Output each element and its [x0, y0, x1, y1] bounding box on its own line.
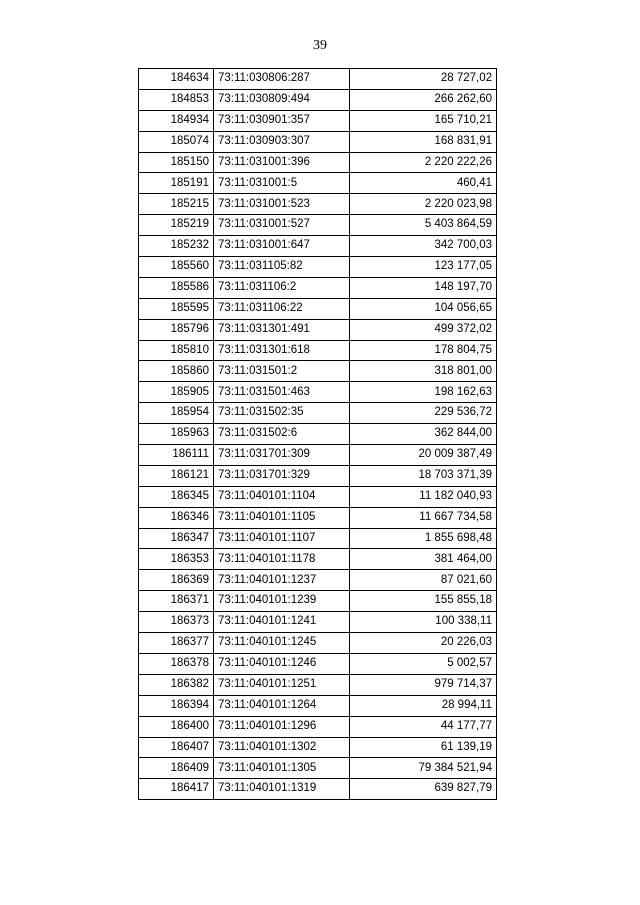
value-cell: 318 801,00 — [350, 361, 497, 382]
value-cell: 18 703 371,39 — [350, 465, 497, 486]
cadastral-number-cell: 73:11:030806:287 — [214, 69, 350, 90]
row-id-cell: 186378 — [139, 653, 214, 674]
row-id-cell: 186353 — [139, 549, 214, 570]
row-id-cell: 186111 — [139, 445, 214, 466]
cadastral-number-cell: 73:11:040101:1239 — [214, 591, 350, 612]
table-row — [139, 549, 497, 570]
row-id-cell: 184634 — [139, 69, 214, 90]
table-row — [139, 570, 497, 591]
value-cell: 1 855 698,48 — [350, 528, 497, 549]
value-cell: 123 177,05 — [350, 257, 497, 278]
row-id-cell: 185232 — [139, 236, 214, 257]
cadastral-number-cell: 73:11:031001:5 — [214, 173, 350, 194]
table-row — [139, 779, 497, 800]
cadastral-number-cell: 73:11:040101:1251 — [214, 674, 350, 695]
cadastral-number-cell: 73:11:040101:1107 — [214, 528, 350, 549]
row-id-cell: 185219 — [139, 215, 214, 236]
cadastral-number-cell: 73:11:040101:1264 — [214, 695, 350, 716]
table-row — [139, 528, 497, 549]
cadastral-number-cell: 73:11:031106:22 — [214, 298, 350, 319]
table-row — [139, 674, 497, 695]
value-cell: 11 667 734,58 — [350, 507, 497, 528]
value-cell: 100 338,11 — [350, 612, 497, 633]
cadastral-number-cell: 73:11:031701:329 — [214, 465, 350, 486]
table-row — [139, 298, 497, 319]
table-row — [139, 465, 497, 486]
table-row — [139, 695, 497, 716]
value-cell: 178 804,75 — [350, 340, 497, 361]
value-cell: 362 844,00 — [350, 424, 497, 445]
cadastral-number-cell: 73:11:040101:1178 — [214, 549, 350, 570]
row-id-cell: 186417 — [139, 779, 214, 800]
value-cell: 28 727,02 — [350, 69, 497, 90]
cadastral-number-cell: 73:11:031001:527 — [214, 215, 350, 236]
value-cell: 5 403 864,59 — [350, 215, 497, 236]
cadastral-number-cell: 73:11:031105:82 — [214, 257, 350, 278]
table-row — [139, 382, 497, 403]
cadastral-number-cell: 73:11:031001:647 — [214, 236, 350, 257]
value-cell: 198 162,63 — [350, 382, 497, 403]
value-cell: 79 384 521,94 — [350, 758, 497, 779]
value-cell: 165 710,21 — [350, 110, 497, 131]
row-id-cell: 186121 — [139, 465, 214, 486]
table-row — [139, 612, 497, 633]
table-row — [139, 445, 497, 466]
cadastral-number-cell: 73:11:040101:1241 — [214, 612, 350, 633]
cadastral-value-table — [138, 68, 497, 800]
value-cell: 2 220 023,98 — [350, 194, 497, 215]
cadastral-number-cell: 73:11:031502:35 — [214, 403, 350, 424]
cadastral-number-cell: 73:11:040101:1105 — [214, 507, 350, 528]
cadastral-number-cell: 73:11:040101:1305 — [214, 758, 350, 779]
table-row — [139, 110, 497, 131]
value-cell: 104 056,65 — [350, 298, 497, 319]
cadastral-number-cell: 73:11:040101:1246 — [214, 653, 350, 674]
table-row — [139, 361, 497, 382]
table-row — [139, 737, 497, 758]
row-id-cell: 186394 — [139, 695, 214, 716]
row-id-cell: 185074 — [139, 131, 214, 152]
cadastral-number-cell: 73:11:030901:357 — [214, 110, 350, 131]
page-number: 39 — [313, 38, 327, 53]
table-row — [139, 131, 497, 152]
cadastral-number-cell: 73:11:040101:1302 — [214, 737, 350, 758]
row-id-cell: 186409 — [139, 758, 214, 779]
cadastral-number-cell: 73:11:040101:1237 — [214, 570, 350, 591]
table-row — [139, 716, 497, 737]
cadastral-number-cell: 73:11:031301:491 — [214, 319, 350, 340]
value-cell: 44 177,77 — [350, 716, 497, 737]
table-row — [139, 277, 497, 298]
value-cell: 381 464,00 — [350, 549, 497, 570]
value-cell: 168 831,91 — [350, 131, 497, 152]
cadastral-number-cell: 73:11:040101:1104 — [214, 486, 350, 507]
cadastral-number-cell: 73:11:031501:2 — [214, 361, 350, 382]
value-cell: 499 372,02 — [350, 319, 497, 340]
row-id-cell: 185586 — [139, 277, 214, 298]
row-id-cell: 185796 — [139, 319, 214, 340]
table-row — [139, 424, 497, 445]
table-row — [139, 507, 497, 528]
value-cell: 148 197,70 — [350, 277, 497, 298]
cadastral-number-cell: 73:11:031501:463 — [214, 382, 350, 403]
row-id-cell: 185191 — [139, 173, 214, 194]
value-cell: 20 226,03 — [350, 633, 497, 654]
table-row — [139, 89, 497, 110]
row-id-cell: 185215 — [139, 194, 214, 215]
table-row — [139, 591, 497, 612]
row-id-cell: 185963 — [139, 424, 214, 445]
value-cell: 229 536,72 — [350, 403, 497, 424]
cadastral-number-cell: 73:11:040101:1245 — [214, 633, 350, 654]
row-id-cell: 186377 — [139, 633, 214, 654]
table-row — [139, 69, 497, 90]
value-cell: 11 182 040,93 — [350, 486, 497, 507]
value-cell: 2 220 222,26 — [350, 152, 497, 173]
row-id-cell: 186369 — [139, 570, 214, 591]
table-row — [139, 758, 497, 779]
row-id-cell: 185595 — [139, 298, 214, 319]
table-row — [139, 319, 497, 340]
cadastral-number-cell: 73:11:031701:309 — [214, 445, 350, 466]
value-cell: 342 700,03 — [350, 236, 497, 257]
cadastral-number-cell: 73:11:030903:307 — [214, 131, 350, 152]
table-row — [139, 257, 497, 278]
cadastral-number-cell: 73:11:040101:1319 — [214, 779, 350, 800]
row-id-cell: 186347 — [139, 528, 214, 549]
row-id-cell: 185954 — [139, 403, 214, 424]
row-id-cell: 185150 — [139, 152, 214, 173]
table-row — [139, 194, 497, 215]
cadastral-number-cell: 73:11:031301:618 — [214, 340, 350, 361]
table-row — [139, 152, 497, 173]
table-row — [139, 215, 497, 236]
row-id-cell: 186400 — [139, 716, 214, 737]
value-cell: 639 827,79 — [350, 779, 497, 800]
cadastral-number-cell: 73:11:030809:494 — [214, 89, 350, 110]
table-row — [139, 173, 497, 194]
row-id-cell: 185905 — [139, 382, 214, 403]
table-row — [139, 653, 497, 674]
value-cell: 20 009 387,49 — [350, 445, 497, 466]
cadastral-number-cell: 73:11:031001:396 — [214, 152, 350, 173]
value-cell: 979 714,37 — [350, 674, 497, 695]
row-id-cell: 186346 — [139, 507, 214, 528]
value-cell: 5 002,57 — [350, 653, 497, 674]
table-row — [139, 633, 497, 654]
table-row — [139, 236, 497, 257]
value-cell: 266 262,60 — [350, 89, 497, 110]
row-id-cell: 184853 — [139, 89, 214, 110]
row-id-cell: 186373 — [139, 612, 214, 633]
value-cell: 61 139,19 — [350, 737, 497, 758]
cadastral-number-cell: 73:11:031106:2 — [214, 277, 350, 298]
value-cell: 155 855,18 — [350, 591, 497, 612]
value-cell: 460,41 — [350, 173, 497, 194]
table-body — [139, 69, 497, 800]
row-id-cell: 186382 — [139, 674, 214, 695]
row-id-cell: 186371 — [139, 591, 214, 612]
row-id-cell: 185810 — [139, 340, 214, 361]
row-id-cell: 185860 — [139, 361, 214, 382]
table-row — [139, 340, 497, 361]
row-id-cell: 186345 — [139, 486, 214, 507]
value-cell: 28 994,11 — [350, 695, 497, 716]
cadastral-number-cell: 73:11:031502:6 — [214, 424, 350, 445]
row-id-cell: 184934 — [139, 110, 214, 131]
cadastral-number-cell: 73:11:040101:1296 — [214, 716, 350, 737]
value-cell: 87 021,60 — [350, 570, 497, 591]
table-row — [139, 403, 497, 424]
row-id-cell: 185560 — [139, 257, 214, 278]
table-row — [139, 486, 497, 507]
row-id-cell: 186407 — [139, 737, 214, 758]
cadastral-number-cell: 73:11:031001:523 — [214, 194, 350, 215]
